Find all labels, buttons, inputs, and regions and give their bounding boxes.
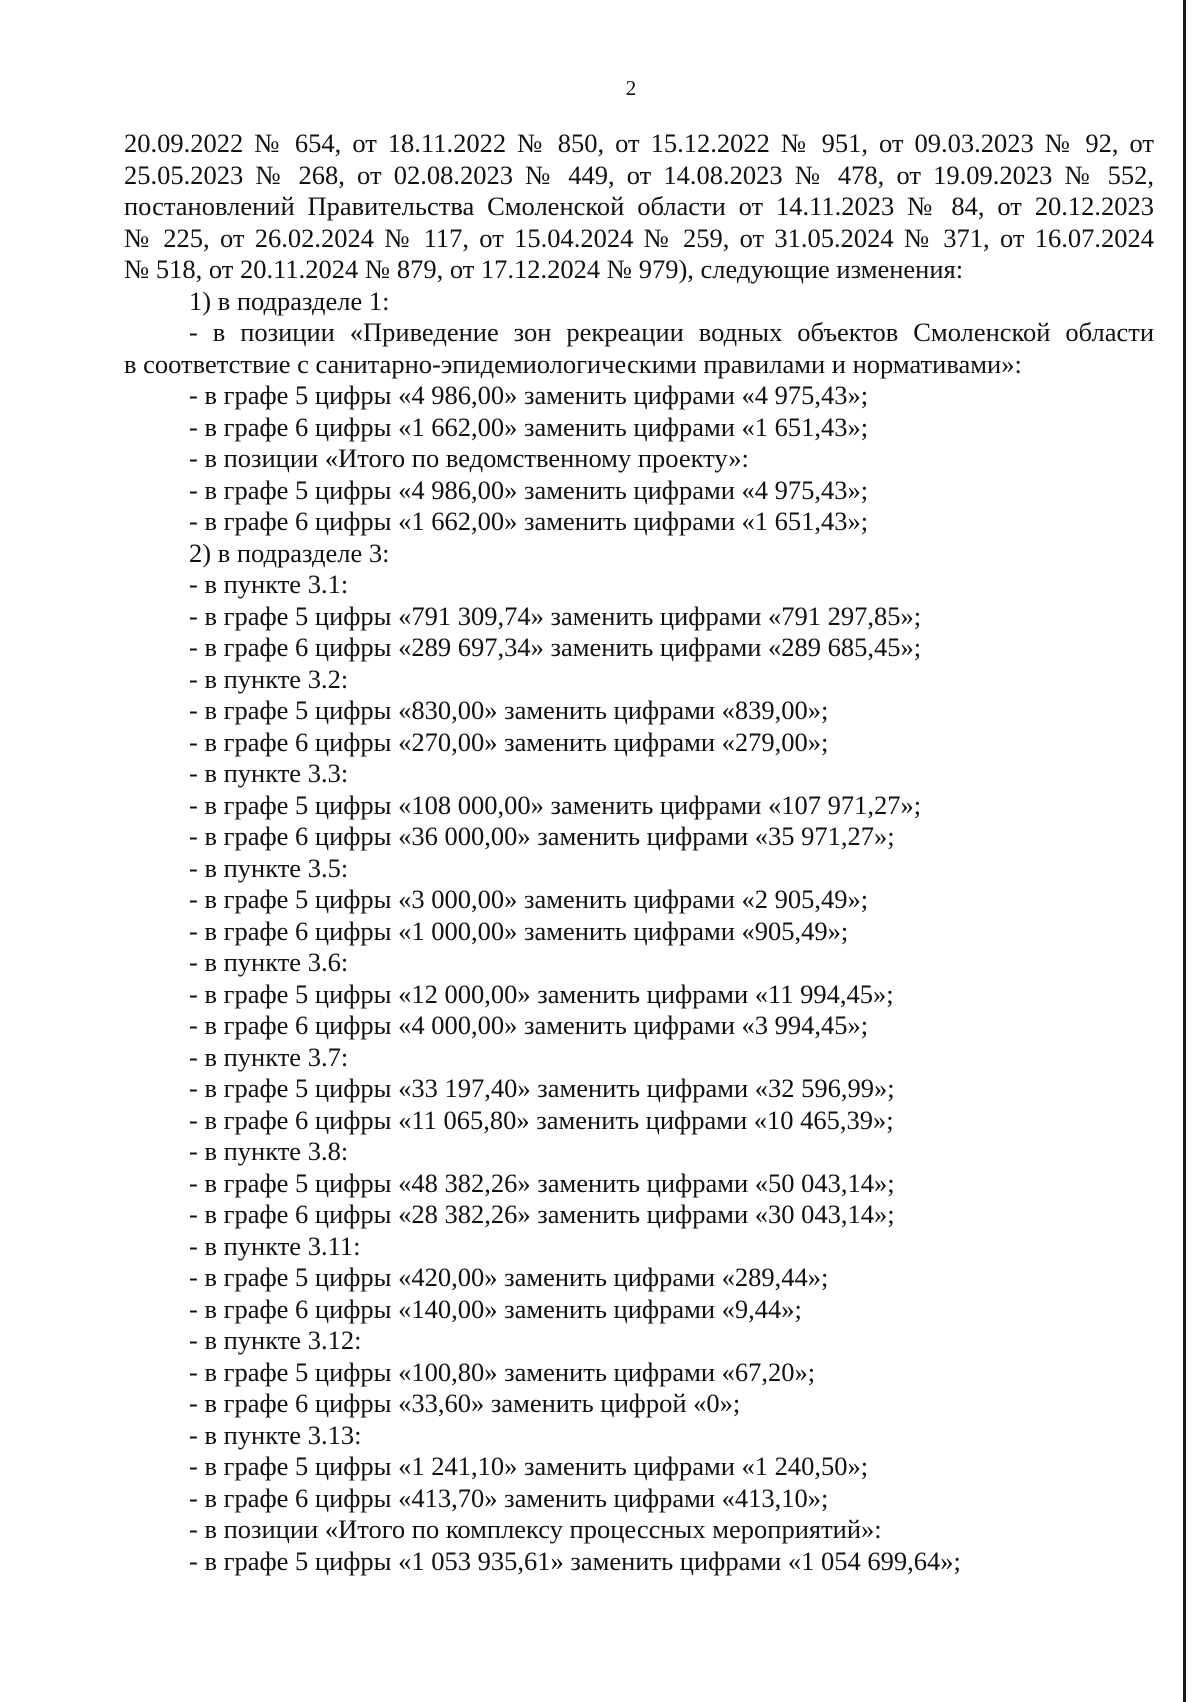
amendment-line: - в графе 5 цифры «830,00» заменить цифрами «839,00»; — [189, 695, 829, 725]
body-line: № 225, от 26.02.2024 № 117, от 15.04.2024 № 259, от 31.05.2024 № 371, от 16.07.2024 — [124, 222, 1154, 253]
point-line: - в пункте 3.12: — [189, 1325, 362, 1355]
point-line: - в пункте 3.1: — [189, 569, 349, 599]
point-line: - в пункте 3.3: — [189, 758, 349, 788]
point-line: - в пункте 3.8: — [189, 1136, 349, 1166]
amendment-line: - в графе 5 цифры «33 197,40» заменить цифрами «32 596,99»; — [189, 1073, 895, 1103]
amendment-line: - в графе 5 цифры «100,80» заменить цифрами «67,20»; — [189, 1356, 816, 1387]
body-line: постановлений Правительства Смоленской области от 14.11.2023 № 84, от 20.12.2023 — [124, 191, 1154, 221]
amendment-line: - в графе 5 цифры «12 000,00» заменить цифрами «11 994,45»; — [189, 978, 894, 1009]
amendment-line: - в графе 5 цифры «420,00» заменить цифрами «289,44»; — [189, 1262, 829, 1292]
amendment-line: - в графе 6 цифры «289 697,34» заменить цифрами «289 685,45»; — [189, 632, 922, 662]
amendment-line: - в графе 5 цифры «4 986,00» заменить цифрами «4 975,43»; — [189, 474, 869, 505]
page-number: 2 — [625, 76, 637, 100]
amendment-line: - в графе 6 цифры «1 662,00» заменить цифрами «1 651,43»; — [189, 411, 869, 442]
amendment-line: - в графе 5 цифры «1 241,10» заменить цифрами «1 240,50»; — [189, 1451, 869, 1481]
amendment-line: - в графе 5 цифры «3 000,00» заменить цифрами «2 905,49»; — [189, 884, 869, 914]
body-line: № 518, от 20.11.2024 № 879, от 17.12.2024 № 979), следующие изменения: — [124, 254, 964, 284]
amendment-line: - в графе 6 цифры «28 382,26» заменить цифрами «30 043,14»; — [189, 1199, 895, 1229]
amendment-line: - в графе 6 цифры «11 065,80» заменить цифрами «10 465,39»; — [189, 1104, 894, 1135]
subsection-heading: 1) в подразделе 1: — [189, 285, 390, 316]
amendment-line: - в графе 6 цифры «33,60» заменить цифрой «0»; — [189, 1388, 741, 1418]
point-line: - в пункте 3.11: — [189, 1230, 361, 1261]
body-line: в соответствие с санитарно-эпидемиологическими правилами и нормативами»: — [124, 348, 1022, 379]
amendment-line: - в графе 6 цифры «140,00» заменить цифрами «9,44»; — [189, 1293, 802, 1324]
amendment-line: - в графе 6 цифры «1 662,00» заменить цифрами «1 651,43»; — [189, 506, 869, 536]
point-line: - в пункте 3.6: — [189, 947, 349, 977]
amendment-line: - в графе 6 цифры «1 000,00» заменить цифрами «905,49»; — [189, 915, 849, 946]
page-edge-line — [1183, 0, 1186, 1702]
amendment-line: - в графе 6 цифры «270,00» заменить цифрами «279,00»; — [189, 726, 829, 757]
amendment-line: - в графе 6 цифры «4 000,00» заменить цифрами «3 994,45»; — [189, 1010, 869, 1040]
body-line: 20.09.2022 № 654, от 18.11.2022 № 850, от 15.12.2022 № 951, от 09.03.2023 № 92, от — [124, 128, 1154, 158]
position-line: - в позиции «Итого по ведомственному проекту»: — [189, 443, 749, 473]
amendment-line: - в графе 5 цифры «108 000,00» заменить цифрами «107 971,27»; — [189, 789, 922, 820]
amendment-line: - в графе 5 цифры «4 986,00» заменить цифрами «4 975,43»; — [189, 380, 869, 410]
point-line: - в пункте 3.13: — [189, 1419, 362, 1450]
amendment-line: - в графе 5 цифры «791 309,74» заменить цифрами «791 297,85»; — [189, 600, 922, 631]
amendment-line: - в графе 6 цифры «36 000,00» заменить цифрами «35 971,27»; — [189, 821, 895, 851]
body-line: 25.05.2023 № 268, от 02.08.2023 № 449, от 14.08.2023 № 478, от 19.09.2023 № 552, — [124, 159, 1154, 190]
point-line: - в пункте 3.2: — [189, 663, 349, 694]
amendment-line: - в графе 5 цифры «1 053 935,61» заменить цифрами «1 054 699,64»; — [189, 1545, 961, 1576]
body-line: - в позиции «Приведение зон рекреации водных объектов Смоленской области — [189, 317, 1154, 347]
point-line: - в пункте 3.7: — [189, 1041, 349, 1072]
amendment-line: - в графе 6 цифры «413,70» заменить цифрами «413,10»; — [189, 1482, 829, 1513]
position-line: - в позиции «Итого по комплексу процессных мероприятий»: — [189, 1514, 882, 1544]
document-body — [124, 128, 1154, 1577]
subsection-heading: 2) в подразделе 3: — [189, 537, 390, 568]
point-line: - в пункте 3.5: — [189, 852, 349, 883]
amendment-line: - в графе 5 цифры «48 382,26» заменить цифрами «50 043,14»; — [189, 1167, 895, 1198]
